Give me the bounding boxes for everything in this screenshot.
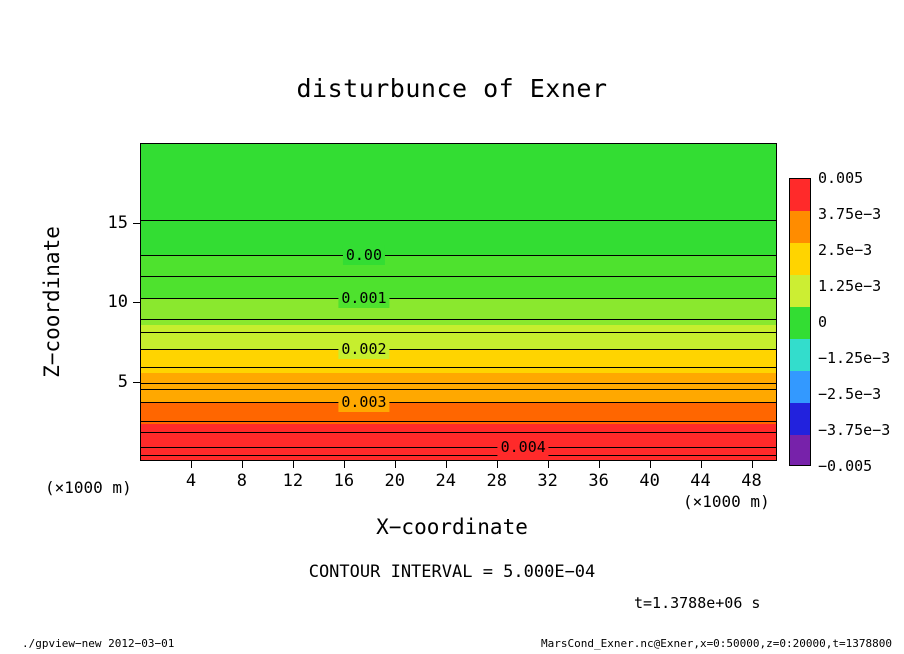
x-tick-mark xyxy=(701,461,702,468)
y-axis-title: Z−coordinate xyxy=(40,226,64,378)
contour-label-mask: 0.004 xyxy=(498,437,549,457)
time-label: t=1.3788e+06 s xyxy=(634,594,761,612)
y-tick-mark xyxy=(133,302,140,303)
x-tick-mark xyxy=(293,461,294,468)
colorbar-segment xyxy=(790,371,810,403)
minor-contour-line xyxy=(141,332,776,333)
y-tick-mark xyxy=(133,382,140,383)
x-tick-mark xyxy=(650,461,651,468)
colorbar-segment xyxy=(790,339,810,371)
x-tick-mark xyxy=(599,461,600,468)
colorbar-tick-label: −2.5e−3 xyxy=(818,385,882,403)
footer-right-text: MarsCond_Exner.nc@Exner,x=0:50000,z=0:20000,t=1378800 xyxy=(541,637,892,650)
x-tick-mark xyxy=(446,461,447,468)
colorbar-tick-label: 0.005 xyxy=(818,169,864,187)
contour-label-mask: 0.001 xyxy=(338,288,389,308)
labelled-contour-line xyxy=(141,402,776,403)
x-tick-label: 44 xyxy=(690,471,711,491)
minor-contour-line xyxy=(141,383,776,384)
contour-label-mask: 0.002 xyxy=(338,339,389,359)
minor-contour-line xyxy=(141,367,776,368)
x-tick-label: 36 xyxy=(588,471,609,491)
colorbar-tick-label: −1.25e−3 xyxy=(818,349,891,367)
x-tick-mark xyxy=(344,461,345,468)
colorbar-segment xyxy=(790,275,810,307)
colorbar-segment xyxy=(790,403,810,435)
colorbar-tick-label: 2.5e−3 xyxy=(818,241,873,259)
x-tick-label: 48 xyxy=(741,471,762,491)
x-tick-mark xyxy=(191,461,192,468)
y-tick-label: 15 xyxy=(107,212,128,233)
colorbar-segment xyxy=(790,179,810,211)
minor-contour-line xyxy=(141,389,776,390)
x-tick-label: 40 xyxy=(639,471,660,491)
x-tick-mark xyxy=(497,461,498,468)
minor-contour-line xyxy=(141,455,776,456)
colorbar-segment xyxy=(790,307,810,339)
colorbar-segment xyxy=(790,435,810,466)
y-tick-label: 5 xyxy=(117,371,128,392)
x-axis-unit: (×1000 m) xyxy=(683,492,770,511)
contour-band xyxy=(141,298,776,325)
colorbar-segment xyxy=(790,211,810,243)
filled-contour-bands xyxy=(141,144,776,460)
x-tick-mark xyxy=(752,461,753,468)
x-tick-label: 4 xyxy=(185,471,197,491)
contour-interval-text: CONTOUR INTERVAL = 5.000E−04 xyxy=(308,562,596,582)
page-title: disturbunce of Exner xyxy=(296,74,608,103)
contour-band xyxy=(141,373,776,402)
colorbar-tick-label: 3.75e−3 xyxy=(818,205,882,223)
x-tick-label: 20 xyxy=(384,471,406,491)
colorbar-tick-label: 1.25e−3 xyxy=(818,277,882,295)
footer-left-text: ./gpview−new 2012−03−01 xyxy=(22,637,175,650)
minor-contour-line xyxy=(141,421,776,422)
minor-contour-line xyxy=(141,432,776,433)
contour-label-mask: 0.00 xyxy=(343,245,385,265)
y-tick-mark xyxy=(133,223,140,224)
colorbar-segment xyxy=(790,243,810,275)
y-axis-unit: (×1000 m) xyxy=(45,478,132,497)
contour-plot xyxy=(140,143,777,461)
colorbar-tick-label: 0 xyxy=(818,313,828,331)
colorbar xyxy=(789,178,811,466)
labelled-contour-line xyxy=(141,298,776,299)
x-tick-label: 16 xyxy=(333,471,355,491)
minor-contour-line xyxy=(141,220,776,221)
contour-label-mask: 0.003 xyxy=(338,392,389,412)
x-axis-title: X−coordinate xyxy=(376,515,528,539)
x-tick-label: 12 xyxy=(282,471,304,491)
y-tick-label: 10 xyxy=(107,292,128,312)
minor-contour-line xyxy=(141,319,776,320)
labelled-contour-line xyxy=(141,255,776,256)
x-tick-mark xyxy=(548,461,549,468)
labelled-contour-line xyxy=(141,349,776,350)
minor-contour-line xyxy=(141,276,776,277)
colorbar-tick-label: −0.005 xyxy=(818,457,873,475)
x-tick-label: 24 xyxy=(435,471,456,491)
labelled-contour-line xyxy=(141,447,776,448)
x-tick-label: 32 xyxy=(537,471,558,491)
contour-band xyxy=(141,349,776,373)
x-tick-label: 8 xyxy=(236,471,248,491)
contour-band xyxy=(141,144,776,255)
x-tick-mark xyxy=(395,461,396,468)
contour-band xyxy=(141,325,776,349)
x-tick-label: 28 xyxy=(486,471,507,491)
colorbar-tick-label: −3.75e−3 xyxy=(818,421,891,439)
x-tick-mark xyxy=(242,461,243,468)
